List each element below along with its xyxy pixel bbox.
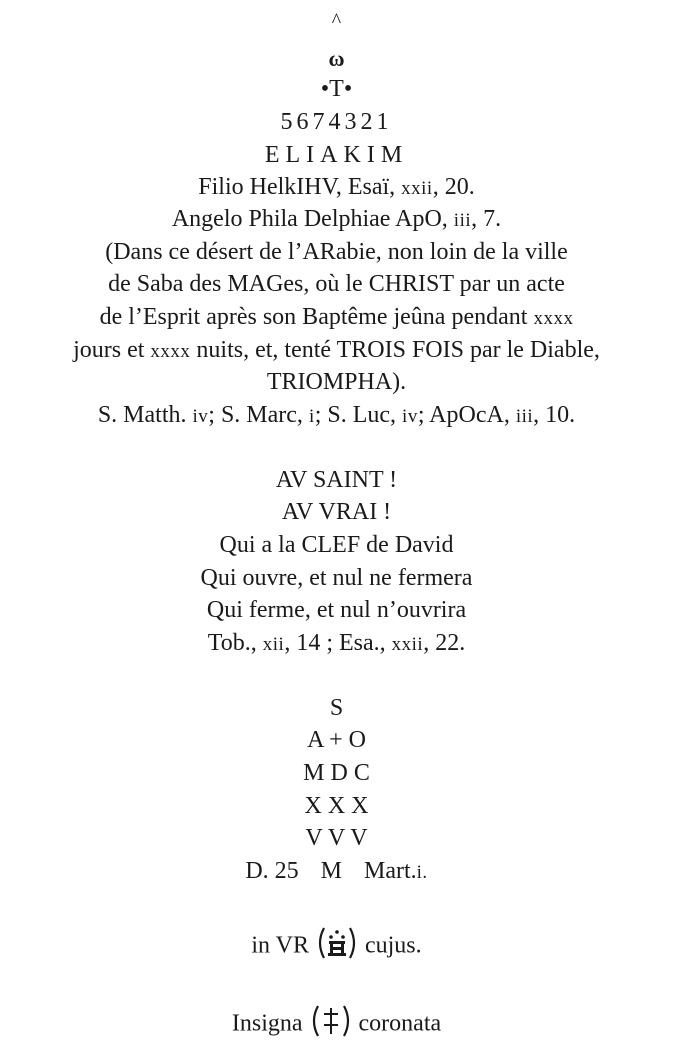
citation-text: , 7. [471, 206, 502, 232]
citation-text: Filio HelkIHV, Esaï, [198, 174, 402, 200]
roman-numeral: xxxx [150, 341, 191, 362]
reference-text: Tob., [207, 630, 263, 656]
date-middle: M [320, 858, 342, 884]
roman-numeral: xxxx [533, 308, 574, 329]
reference-text: , 10. [533, 402, 576, 428]
roman-numeral: iv [402, 406, 418, 427]
roman-numeral: i [308, 406, 315, 427]
date-line [0, 856, 673, 888]
reference-text: ; ApOcA, [417, 402, 516, 428]
acclamation-line-4: Qui ouvre, et nul ne fermera [200, 565, 473, 591]
closing-line-1 [0, 926, 673, 968]
monogram-line-5: V V V [305, 825, 368, 851]
roman-numeral: iv [192, 406, 209, 427]
cross-icon [309, 1004, 353, 1046]
omega-symbol: ω [328, 46, 345, 71]
roman-numeral: xxii [391, 634, 424, 655]
paragraph-line-1: (Dans ce désert de l’ARabie, non loin de la ville [105, 239, 568, 265]
number-sequence: 5674321 [280, 109, 393, 135]
closing-text: coronata [358, 1010, 442, 1037]
citation-text: , 20. [432, 174, 475, 200]
closing-text: cujus. [364, 932, 422, 959]
closing-text: in VR [251, 932, 309, 959]
citation-line-2 [0, 204, 673, 236]
closing-line-2 [0, 1004, 673, 1046]
reference-text: ; S. Marc, [208, 402, 309, 428]
citation-text: Angelo Phila Delphiae ApO, [171, 206, 454, 232]
roman-numeral: iii [453, 210, 472, 231]
paragraph-text: jours et [73, 337, 151, 363]
monogram-line-4: X X X [304, 793, 369, 819]
roman-numeral: xii [262, 634, 285, 655]
monogram-line-1: S [329, 695, 344, 721]
paragraph-line-3 [0, 302, 673, 334]
tau-line: •T• [320, 76, 353, 102]
date-month: Mart. [364, 858, 417, 884]
paragraph-line-2: de Saba des MAGes, où le CHRIST par un acte [108, 271, 565, 297]
monogram-line-2: A + O [307, 727, 366, 753]
acclamation-line-1: AV SAINT ! [275, 467, 398, 493]
roman-numeral: i. [416, 862, 428, 883]
acclamation-reference [0, 628, 673, 660]
name-heading: ELIAKIM [264, 142, 409, 168]
paragraph-text: de l’Esprit après son Baptême jeûna pendant [99, 304, 534, 330]
closing-text: Insigna [231, 1010, 303, 1037]
paragraph-line-4 [0, 335, 673, 367]
scripture-references [0, 400, 673, 432]
reference-text: , 14 ; Esa., [284, 630, 392, 656]
paragraph-text: nuits, et, tenté TROIS FOIS par le Diable, [190, 337, 600, 363]
roman-numeral: iii [515, 406, 534, 427]
roman-numeral: xxii [401, 178, 433, 199]
reference-text: ; S. Luc, [314, 402, 403, 428]
date-day: D. 25 [245, 858, 299, 884]
reference-text: , 22. [423, 630, 466, 656]
citation-line-1 [0, 172, 673, 204]
acclamation-line-3: Qui a la CLEF de David [219, 532, 454, 558]
paragraph-line-5: TRIOMPHA). [266, 369, 407, 395]
seal-face-icon [315, 926, 359, 968]
monogram-line-3: M D C [303, 760, 370, 786]
acclamation-line-2: AV VRAI ! [281, 499, 392, 525]
caret-symbol: ^ [331, 10, 342, 32]
acclamation-line-5: Qui ferme, et nul n’ouvrira [206, 597, 467, 623]
reference-text: S. Matth. [97, 402, 193, 428]
